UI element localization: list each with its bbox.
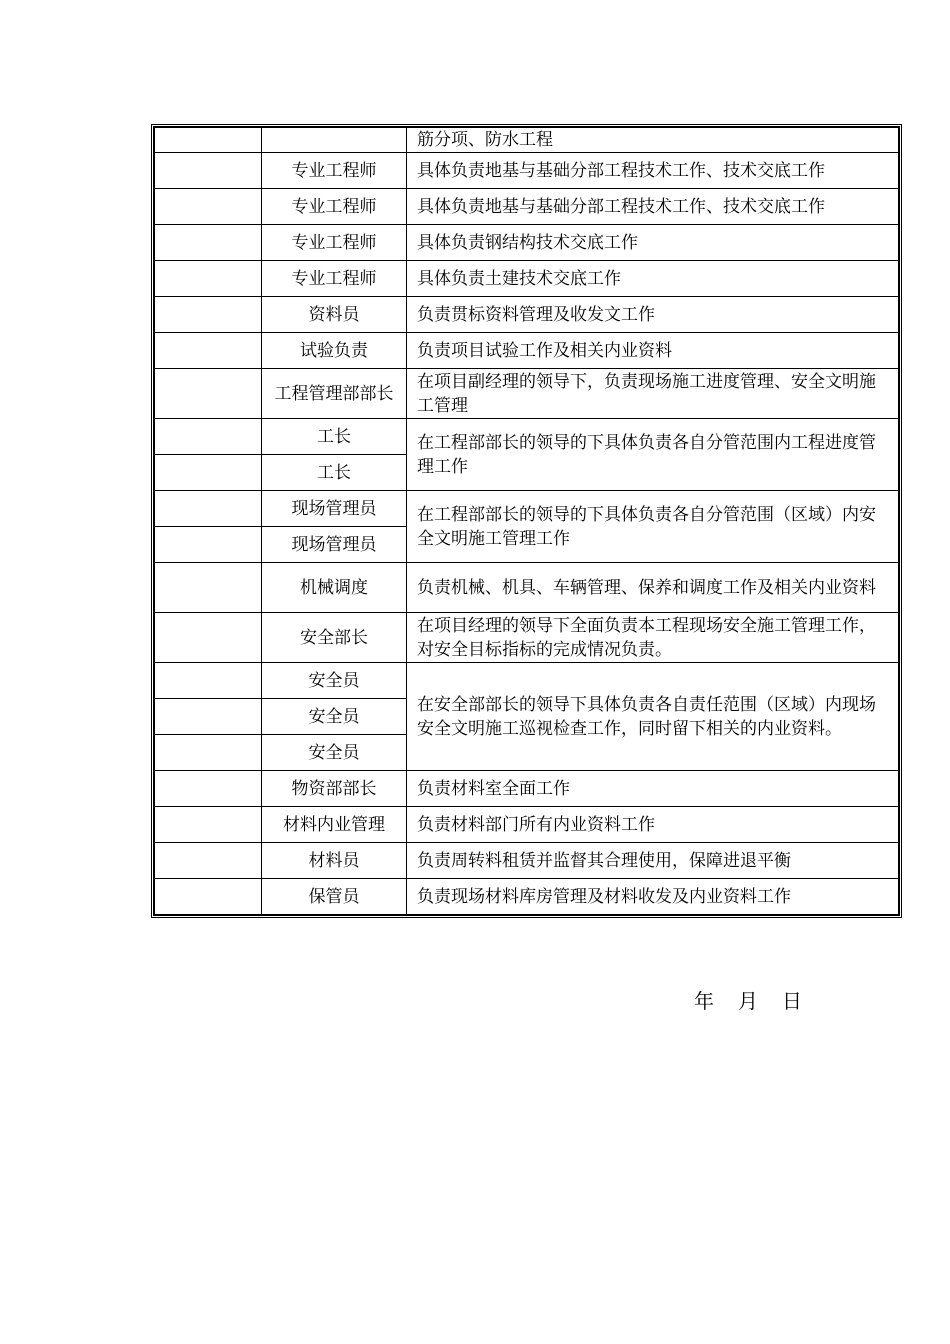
role-cell: 物资部部长	[262, 771, 407, 807]
table-row	[155, 297, 899, 333]
blank-cell	[155, 879, 262, 915]
table-row	[155, 128, 899, 153]
blank-cell	[155, 419, 262, 455]
role-cell	[262, 128, 407, 153]
duty-table	[154, 127, 899, 915]
duty-cell: 在安全部部长的领导下具体负责各自责任范围（区域）内现场安全文明施工巡视检查工作，同时留下相关的内业资料。	[407, 663, 899, 771]
table-row	[155, 189, 899, 225]
table-row	[155, 419, 899, 455]
role-cell: 安全员	[262, 699, 407, 735]
table-row	[155, 563, 899, 613]
role-cell: 资料员	[262, 297, 407, 333]
table-row	[155, 153, 899, 189]
duty-cell: 负责项目试验工作及相关内业资料	[407, 333, 899, 369]
blank-cell	[155, 843, 262, 879]
date-line	[694, 985, 802, 1014]
role-cell: 专业工程师	[262, 225, 407, 261]
role-cell: 安全员	[262, 663, 407, 699]
role-cell: 材料员	[262, 843, 407, 879]
duty-cell: 在项目副经理的领导下，负责现场施工进度管理、安全文明施工管理	[407, 369, 899, 419]
table-row	[155, 663, 899, 699]
blank-cell	[155, 771, 262, 807]
duty-cell: 筋分项、防水工程	[407, 128, 899, 153]
table-row	[155, 613, 899, 663]
blank-cell	[155, 153, 262, 189]
duty-cell: 负责周转料租赁并监督其合理使用，保障进退平衡	[407, 843, 899, 879]
duty-cell: 具体负责钢结构技术交底工作	[407, 225, 899, 261]
duty-cell: 具体负责地基与基础分部工程技术工作、技术交底工作	[407, 189, 899, 225]
blank-cell	[155, 225, 262, 261]
duty-cell: 负责机械、机具、车辆管理、保养和调度工作及相关内业资料	[407, 563, 899, 613]
table-row	[155, 879, 899, 915]
date-year-label: 年	[694, 989, 714, 1013]
duty-cell: 在工程部部长的领导的下具体负责各自分管范围内工程进度管理工作	[407, 419, 899, 491]
role-cell: 专业工程师	[262, 261, 407, 297]
blank-cell	[155, 369, 262, 419]
table-row	[155, 843, 899, 879]
role-cell: 专业工程师	[262, 153, 407, 189]
duty-cell: 具体负责土建技术交底工作	[407, 261, 899, 297]
role-cell: 试验负责	[262, 333, 407, 369]
duty-cell: 在项目经理的领导下全面负责本工程现场安全施工管理工作，对安全目标指标的完成情况负责。	[407, 613, 899, 663]
blank-cell	[155, 699, 262, 735]
blank-cell	[155, 189, 262, 225]
blank-cell	[155, 333, 262, 369]
duty-cell: 负责贯标资料管理及收发文工作	[407, 297, 899, 333]
blank-cell	[155, 527, 262, 563]
blank-cell	[155, 297, 262, 333]
role-cell: 工长	[262, 455, 407, 491]
date-month-label: 月	[738, 989, 758, 1013]
blank-cell	[155, 128, 262, 153]
blank-cell	[155, 563, 262, 613]
table-row	[155, 333, 899, 369]
blank-cell	[155, 807, 262, 843]
role-cell: 材料内业管理	[262, 807, 407, 843]
table-row	[155, 771, 899, 807]
duty-cell: 负责材料部门所有内业资料工作	[407, 807, 899, 843]
role-cell: 工长	[262, 419, 407, 455]
duty-cell: 在工程部部长的领导的下具体负责各自分管范围（区域）内安全文明施工管理工作	[407, 491, 899, 563]
table-row	[155, 491, 899, 527]
table-row	[155, 807, 899, 843]
blank-cell	[155, 491, 262, 527]
date-day-label: 日	[782, 989, 802, 1013]
role-cell: 工程管理部部长	[262, 369, 407, 419]
duty-cell: 负责现场材料库房管理及材料收发及内业资料工作	[407, 879, 899, 915]
blank-cell	[155, 455, 262, 491]
role-cell: 安全部长	[262, 613, 407, 663]
table-row	[155, 261, 899, 297]
duty-cell: 具体负责地基与基础分部工程技术工作、技术交底工作	[407, 153, 899, 189]
duty-table-frame	[151, 124, 902, 918]
blank-cell	[155, 735, 262, 771]
role-cell: 现场管理员	[262, 491, 407, 527]
role-cell: 机械调度	[262, 563, 407, 613]
blank-cell	[155, 261, 262, 297]
blank-cell	[155, 613, 262, 663]
role-cell: 现场管理员	[262, 527, 407, 563]
role-cell: 安全员	[262, 735, 407, 771]
role-cell: 保管员	[262, 879, 407, 915]
role-cell: 专业工程师	[262, 189, 407, 225]
blank-cell	[155, 663, 262, 699]
table-row	[155, 369, 899, 419]
table-row	[155, 225, 899, 261]
duty-cell: 负责材料室全面工作	[407, 771, 899, 807]
